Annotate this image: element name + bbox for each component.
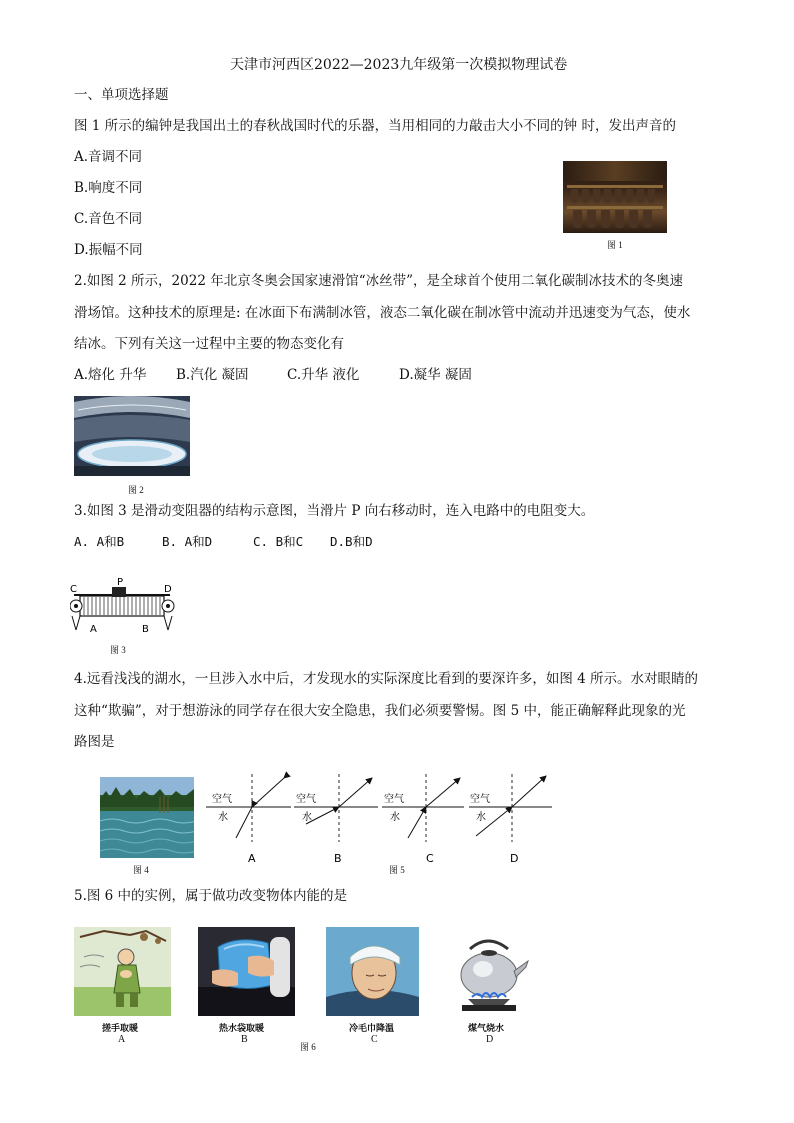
q2-stem-line-2: 滑场馆。这种技术的原理是: 在冰面下布满制冰管，液态二氧化碳在制冰管中流动并迅速变为气态，使水: [74, 305, 691, 321]
q3-option-b: B. A和D: [162, 534, 213, 549]
section-heading: 一、单项选择题: [74, 87, 169, 103]
fig3-label-d: D: [164, 584, 172, 595]
fig5-label-d: D: [510, 852, 519, 865]
fig5-a-water-label: 水: [218, 812, 228, 823]
figure-6-caption: 图 6: [300, 1042, 316, 1052]
figure-6c-caption: 冷毛巾降温: [349, 1023, 395, 1033]
figure-6b-letter: B: [241, 1034, 248, 1045]
figure-6b-caption: 热水袋取暖: [219, 1023, 265, 1033]
figure-5-caption: 图 5: [389, 865, 405, 875]
figure-6c-letter: C: [371, 1034, 378, 1045]
q1-option-b: B.响度不同: [74, 180, 143, 196]
figure-5-light-path-diagrams: [206, 770, 556, 870]
fig3-label-b: B: [142, 624, 149, 634]
figure-2-caption: 图 2: [128, 485, 144, 495]
fig5-label-a: A: [248, 852, 256, 865]
fig3-label-c: C: [70, 584, 77, 595]
fig5-c-air-label: 空气: [384, 794, 404, 805]
fig5-label-b: B: [334, 852, 342, 865]
figure-1-caption: 图 1: [607, 240, 623, 250]
figure-6d-caption: 煤气烧水: [468, 1023, 505, 1033]
q3-option-d: D.B和D: [330, 534, 373, 549]
figure-6b-hot-water-bag-image: [198, 927, 295, 1016]
q4-stem-line-1: 4.远看浅浅的湖水，一旦涉入水中后，才发现水的实际深度比看到的要深许多，如图 4 所示。水对眼睛的: [74, 671, 699, 687]
q1-option-d: D.振幅不同: [74, 242, 143, 258]
figure-4-lake-image: [100, 777, 194, 858]
q2-option-b: B.汽化 凝固: [176, 367, 249, 383]
q1-stem: 图 1 所示的编钟是我国出土的春秋战国时代的乐器，当用相同的力敲击大小不同的钟 时，发出声音的: [74, 118, 676, 134]
fig5-d-air-label: 空气: [470, 794, 490, 805]
q1-option-a: A.音调不同: [74, 149, 143, 165]
q4-stem-line-2: 这种“欺骗”，对于想游泳的同学存在很大安全隐患，我们必须要警惕。图 5 中，能正确解释此现象的光: [74, 703, 686, 719]
figure-6d-letter: D: [486, 1034, 494, 1045]
q3-stem: 3.如图 3 是滑动变阻器的结构示意图，当滑片 P 向右移动时，连入电路中的电阻变大。: [74, 503, 595, 519]
q2-option-c: C.升华 液化: [287, 367, 360, 383]
fig3-label-a: A: [90, 624, 97, 634]
figure-6d-gas-stove-kettle-image: [448, 927, 531, 1016]
fig5-a-air-label: 空气: [212, 794, 232, 805]
figure-6a-letter: A: [118, 1034, 126, 1045]
page-title: 天津市河西区2022—2023九年级第一次模拟物理试卷: [230, 57, 568, 73]
figure-3-caption: 图 3: [110, 645, 126, 655]
q4-stem-line-3: 路图是: [74, 734, 115, 750]
q2-option-d: D.凝华 凝固: [399, 367, 472, 383]
q3-option-c: C. B和C: [253, 534, 304, 549]
fig3-label-p: P: [117, 577, 124, 588]
q2-stem-line-1: 2.如图 2 所示，2022 年北京冬奥会国家速滑馆“冰丝带”，是全球首个使用二氧化碳制冰技术的冬奥速: [74, 273, 684, 289]
q1-option-c: C.音色不同: [74, 211, 143, 227]
figure-6a-rubbing-hands-image: [74, 927, 171, 1016]
figure-6a-caption: 搓手取暖: [102, 1023, 139, 1033]
q5-stem: 5.图 6 中的实例，属于做功改变物体内能的是: [74, 888, 348, 904]
figure-6c-cold-towel-image: [326, 927, 419, 1016]
figure-2-speed-skating-oval-image: [74, 396, 190, 476]
q2-option-a: A.熔化 升华: [74, 367, 147, 383]
fig5-c-water-label: 水: [390, 812, 400, 823]
fig5-d-water-label: 水: [476, 812, 486, 823]
figure-1-bianzhong-image: [563, 161, 667, 233]
fig5-label-c: C: [426, 852, 434, 865]
q3-option-a: A. A和B: [74, 534, 125, 549]
figure-3-sliding-rheostat-diagram: [70, 576, 176, 634]
fig5-b-water-label: 水: [302, 812, 312, 823]
fig5-b-air-label: 空气: [296, 794, 316, 805]
q2-stem-line-3: 结冰。下列有关这一过程中主要的物态变化有: [74, 336, 344, 352]
figure-4-caption: 图 4: [133, 865, 149, 875]
